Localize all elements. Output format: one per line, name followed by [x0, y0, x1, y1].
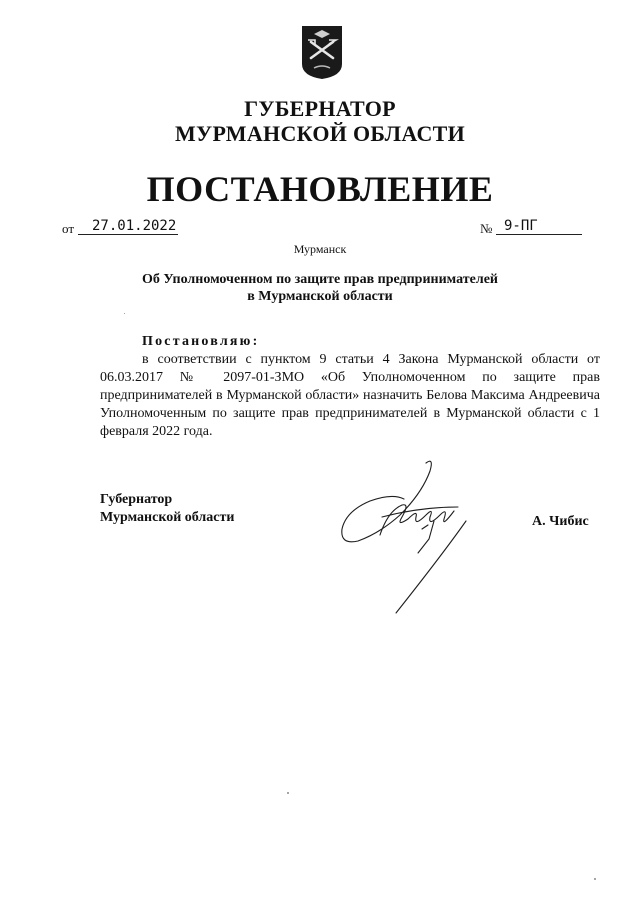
- authority-title-line2: МУРМАНСКОЙ ОБЛАСТИ: [174, 121, 466, 146]
- document-number: 9-ПГ: [496, 218, 582, 235]
- signer-position-line1: Губернатор: [100, 492, 173, 507]
- signer-name: А. Чибис: [532, 514, 589, 529]
- handwritten-signature: [330, 455, 480, 615]
- document-date: 27.01.2022: [78, 218, 178, 235]
- date-prefix: от: [62, 221, 75, 236]
- date-number-row: [0, 218, 640, 238]
- murmansk-coat-of-arms-icon: [300, 24, 344, 80]
- city-label: Мурманск: [293, 242, 347, 256]
- authority-title-line1: ГУБЕРНАТОР: [244, 96, 396, 121]
- subject-line1: Об Уполномоченном по защите прав предпринимателей: [142, 272, 498, 287]
- scan-speck: [124, 313, 125, 314]
- document-type-title: ПОСТАНОВЛЕНИЕ: [146, 169, 494, 209]
- signer-position-line2: Мурманской области: [100, 510, 235, 525]
- scan-speck: [287, 792, 289, 794]
- resolve-heading: Постановляю:: [142, 334, 260, 349]
- resolution-text: в соответствии с пунктом 9 статьи 4 Закона Мурманской области от 06.03.2017 № 2097-01-ЗМО «Об Уполномоченном по защите прав предпринимателей в Мурманской области» назначить Белова Максима Андреевича Уполномоченным по защите прав предпринимателей в Мурманской области с 1 февраля 2022 года.: [100, 352, 600, 439]
- subject-line2: в Мурманской области: [247, 289, 393, 304]
- number-prefix: №: [480, 221, 493, 236]
- scan-speck: [594, 878, 596, 880]
